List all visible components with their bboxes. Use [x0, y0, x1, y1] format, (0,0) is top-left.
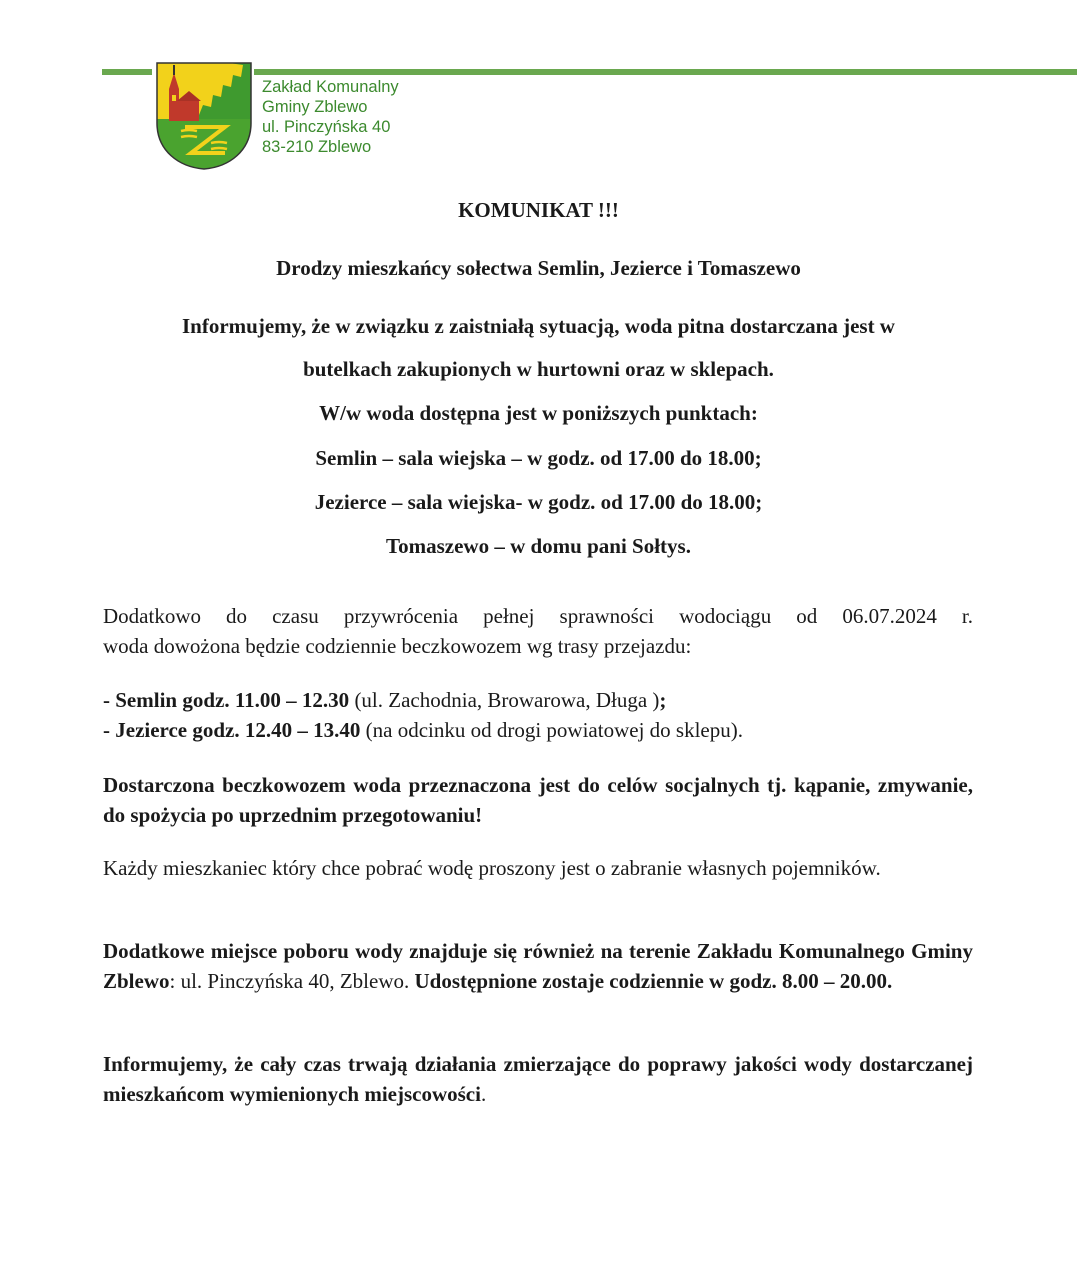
tanker-line2: woda dowożona będzie codziennie beczkowozem wg trasy przejazdu: — [103, 634, 692, 658]
notice-point-jezierce: Jezierce – sala wiejska- w godz. od 17.00 do 18.00; — [314, 490, 763, 514]
containers-paragraph: Każdy mieszkaniec który chce pobrać wodę proszony jest o zabranie własnych pojemników. — [103, 856, 881, 880]
header-rule-left — [102, 69, 152, 75]
route-jezierce-time: - Jezierce godz. 12.40 – 13.40 — [103, 718, 361, 742]
route-semlin-time: - Semlin godz. 11.00 – 12.30 — [103, 688, 350, 712]
notice-points-heading: W/w woda dostępna jest w poniższych punktach: — [319, 401, 758, 425]
org-postal: 83-210 Zblewo — [262, 138, 372, 156]
extra-point-address: : ul. Pinczyńska 40, Zblewo. — [169, 969, 415, 993]
notice-title: KOMUNIKAT !!! — [458, 198, 619, 222]
closing-paragraph — [103, 1049, 973, 1109]
route-semlin-end: ; — [659, 688, 667, 712]
organization-address — [262, 77, 399, 157]
tanker-paragraph — [103, 601, 973, 661]
purpose-paragraph: Dostarczona beczkowozem woda przeznaczona jest do celów socjalnych tj. kąpanie, zmywanie, do spożycia po uprzednim przegotowaniu! — [103, 773, 973, 827]
header-rule-right — [254, 69, 1077, 75]
route-jezierce — [103, 715, 973, 745]
notice-greeting: Drodzy mieszkańcy sołectwa Semlin, Jezierce i Tomaszewo — [276, 256, 801, 280]
org-street: ul. Pinczyńska 40 — [262, 118, 391, 136]
route-semlin-streets: (ul. Zachodnia, Browarowa, Długa ) — [349, 688, 660, 712]
tanker-line1: Dodatkowo do czasu przywrócenia pełnej sprawności wodociągu od 06.07.2024 r. — [103, 604, 973, 628]
notice-intro-line1: Informujemy, że w związku z zaistniałą sytuacją, woda pitna dostarczana jest w — [182, 314, 895, 338]
notice-point-semlin: Semlin – sala wiejska – w godz. od 17.00 do 18.00; — [315, 446, 762, 470]
extra-point-hours: Udostępnione zostaje codziennie w godz. 8.00 – 20.00. — [414, 969, 893, 993]
closing-period: . — [480, 1082, 487, 1106]
org-name-line2: Gminy Zblewo — [262, 98, 368, 116]
notice-point-tomaszewo: Tomaszewo – w domu pani Sołtys. — [386, 534, 691, 558]
route-semlin — [103, 685, 973, 715]
route-list — [103, 685, 973, 745]
coat-of-arms-logo — [155, 61, 253, 171]
route-jezierce-section: (na odcinku od drogi powiatowej do sklepu). — [360, 718, 743, 742]
closing-text: Informujemy, że cały czas trwają działania zmierzające do poprawy jakości wody dostarczanej mieszkańcom wymienionych miejscowości — [103, 1052, 973, 1106]
notice-intro-line2: butelkach zakupionych w hurtowni oraz w sklepach. — [303, 357, 774, 381]
extra-point-location: Dodatkowe miejsce poboru wody znajduje się również na terenie Zakładu Komunalnego Gminy Zblewo — [103, 939, 973, 993]
org-name-line1: Zakład Komunalny — [262, 78, 399, 96]
extra-point-paragraph — [103, 936, 973, 996]
